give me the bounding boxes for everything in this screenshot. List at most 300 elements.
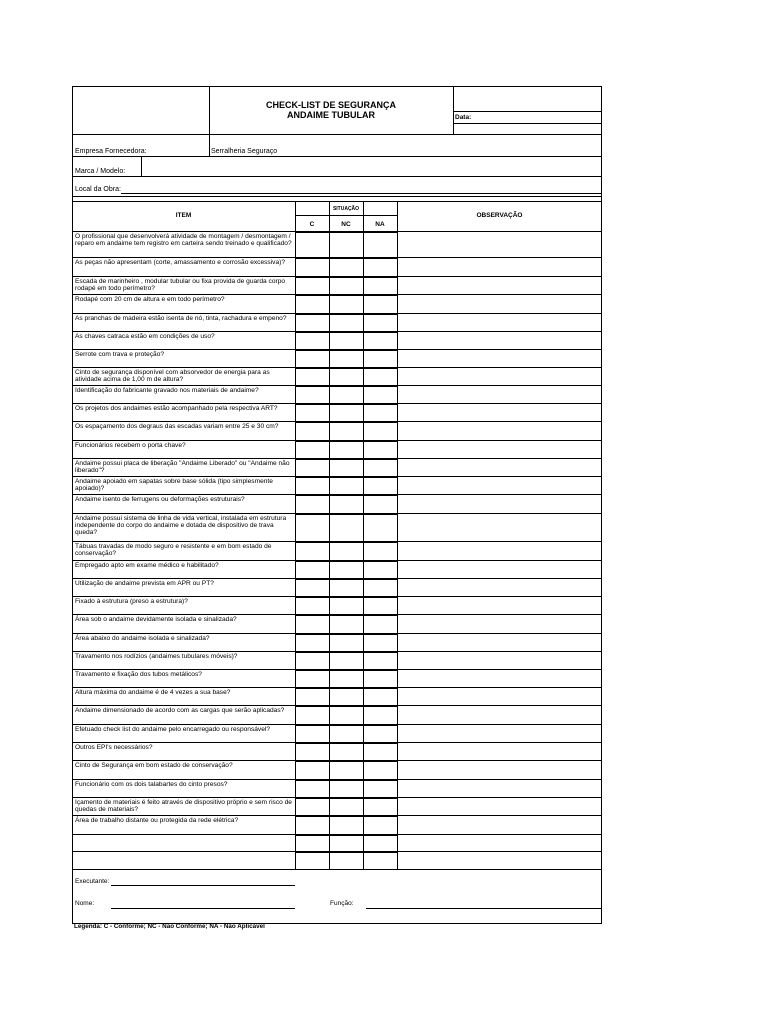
column-rule: [397, 614, 398, 633]
nc-cell[interactable]: [330, 798, 362, 814]
column-rule: [397, 331, 398, 349]
nc-cell[interactable]: [330, 725, 362, 741]
nc-cell[interactable]: [330, 652, 362, 668]
nc-cell[interactable]: [330, 743, 362, 759]
column-rule: [397, 760, 398, 779]
observacao-cell[interactable]: [398, 706, 601, 723]
checkbox-rule: [295, 597, 397, 598]
column-rule: [363, 651, 364, 669]
observacao-cell[interactable]: [398, 368, 601, 384]
observacao-cell[interactable]: [398, 852, 601, 868]
item-text: Os espaçamento dos degraus das escadas variam entre 25 e 30 cm?: [75, 423, 279, 430]
c-cell[interactable]: [296, 725, 328, 741]
column-rule: [329, 476, 330, 494]
na-cell[interactable]: [364, 542, 396, 559]
checkbox-rule: [295, 798, 397, 799]
nc-cell[interactable]: [330, 422, 362, 439]
item-text: As peças não apresentam (corte, amassamento e corrosão excessiva)?: [75, 259, 286, 266]
column-rule: [329, 578, 330, 596]
column-rule: [363, 385, 364, 403]
column-rule: [295, 834, 296, 851]
nc-cell[interactable]: [330, 277, 362, 293]
c-cell[interactable]: [296, 295, 328, 312]
column-rule: [329, 231, 330, 257]
item-text: Utilização de andaime prevista em APR ou PT?: [75, 580, 214, 587]
brand-row-top: [72, 156, 602, 157]
column-rule: [329, 633, 330, 651]
observacao-cell[interactable]: [398, 422, 601, 439]
observacao-cell[interactable]: [398, 652, 601, 668]
na-cell[interactable]: [364, 404, 396, 420]
column-rule: [329, 760, 330, 779]
column-rule: [397, 421, 398, 440]
item-text: Os projetos dos andaimes estão acompanhado pela respectiva ART?: [75, 405, 278, 412]
column-rule: [363, 687, 364, 705]
observacao-cell[interactable]: [398, 579, 601, 595]
checkbox-rule: [295, 542, 397, 543]
item-text: Área abaixo do andaime isolada e sinalizada?: [75, 635, 210, 642]
checkbox-rule: [295, 561, 397, 562]
observacao-cell[interactable]: [398, 835, 601, 850]
checkbox-rule: [295, 477, 397, 478]
c-cell[interactable]: [296, 561, 328, 577]
column-rule: [295, 742, 296, 760]
item-text: Andaime possui placa de liberação "Andaime Liberado" ou "Andaime não liberado"?: [75, 460, 290, 475]
observacao-cell[interactable]: [398, 232, 601, 256]
c-column-header: C: [309, 221, 315, 228]
site-row-top: [72, 176, 602, 177]
column-rule: [363, 779, 364, 797]
column-rule: [363, 760, 364, 779]
observacao-cell[interactable]: [398, 258, 601, 275]
nome-field[interactable]: [111, 908, 295, 909]
observacao-cell[interactable]: [398, 477, 601, 493]
brand-divider: [141, 156, 142, 176]
column-rule: [329, 331, 330, 349]
column-rule: [363, 349, 364, 367]
nc-cell[interactable]: [330, 386, 362, 402]
title-line-2: ANDAIME TUBULAR: [287, 110, 375, 120]
observacao-cell[interactable]: [398, 688, 601, 704]
na-cell[interactable]: [364, 835, 396, 850]
na-cell[interactable]: [364, 561, 396, 577]
na-cell[interactable]: [364, 816, 396, 833]
site-label: Local da Obra:: [75, 186, 121, 193]
item-text: Andaime possui sistema de linha de vida vertical, instalada em estrutura independente do corpo do andaime e dotada de dispositivo de trava queda?: [75, 515, 287, 537]
na-cell[interactable]: [364, 743, 396, 759]
column-rule: [329, 669, 330, 687]
column-rule: [397, 385, 398, 403]
column-rule: [295, 331, 296, 349]
brand-label: Marca / Modelo:: [75, 168, 126, 175]
column-rule: [329, 276, 330, 294]
c-cell[interactable]: [296, 422, 328, 439]
column-rule: [397, 494, 398, 513]
item-text: Tábuas travadas de modo seguro e resistente e em bom estado de conservação?: [75, 543, 272, 558]
column-rule: [329, 458, 330, 476]
c-cell[interactable]: [296, 368, 328, 384]
observacao-cell[interactable]: [398, 761, 601, 778]
item-text: Escada de marinheiro , modular tubular ou fixa provida de guarda corpo rodapé em todo perímetro?: [75, 278, 286, 293]
column-rule: [329, 851, 330, 869]
checkbox-rule: [295, 459, 397, 460]
nc-cell[interactable]: [330, 514, 362, 540]
nc-cell[interactable]: [330, 495, 362, 512]
observacao-cell[interactable]: [398, 743, 601, 759]
na-cell[interactable]: [364, 495, 396, 512]
na-cell[interactable]: [364, 780, 396, 796]
column-rule: [363, 705, 364, 724]
column-rule: [397, 742, 398, 760]
item-text: Área de trabalho distante ou protegida da rede elétrica?: [75, 817, 239, 824]
na-cell[interactable]: [364, 652, 396, 668]
row-rule: [72, 869, 602, 870]
column-rule: [329, 797, 330, 815]
observacao-cell[interactable]: [398, 295, 601, 312]
na-column-header: NA: [375, 221, 385, 228]
nome-label: Nome:: [75, 900, 95, 907]
column-rule: [363, 440, 364, 458]
item-text: As chaves catraca estão em condições de uso?: [75, 333, 215, 340]
site-field-line[interactable]: [121, 193, 601, 194]
column-rule: [295, 294, 296, 313]
na-cell[interactable]: [364, 615, 396, 632]
nc-cell[interactable]: [330, 258, 362, 275]
table-top-2: [72, 201, 602, 202]
na-cell[interactable]: [364, 422, 396, 439]
column-rule: [295, 476, 296, 494]
observacao-cell[interactable]: [398, 561, 601, 577]
c-cell[interactable]: [296, 314, 328, 330]
column-rule: [397, 367, 398, 385]
nc-cell[interactable]: [330, 615, 362, 632]
c-cell[interactable]: [296, 761, 328, 778]
observacao-cell[interactable]: [398, 386, 601, 402]
c-cell[interactable]: [296, 441, 328, 457]
c-cell[interactable]: [296, 634, 328, 650]
na-cell[interactable]: [364, 459, 396, 475]
column-rule: [329, 596, 330, 614]
checkbox-rule: [295, 706, 397, 707]
nc-cell[interactable]: [330, 780, 362, 796]
observacao-cell[interactable]: [398, 816, 601, 833]
observacao-cell[interactable]: [398, 314, 601, 330]
item-text: Cinto de segurança disponível com absorvedor de energia para as atividade acima de 1,00 m de altura?: [75, 369, 270, 384]
column-rule: [397, 651, 398, 669]
c-cell[interactable]: [296, 798, 328, 814]
c-cell[interactable]: [296, 816, 328, 833]
supplier-divider: [209, 134, 210, 156]
observacao-cell[interactable]: [398, 542, 601, 559]
column-rule: [397, 257, 398, 276]
c-cell[interactable]: [296, 670, 328, 686]
column-rule: [329, 742, 330, 760]
nc-cell[interactable]: [330, 314, 362, 330]
c-cell[interactable]: [296, 615, 328, 632]
checkbox-rule: [295, 670, 397, 671]
na-cell[interactable]: [364, 688, 396, 704]
column-rule: [329, 385, 330, 403]
checkbox-rule: [295, 688, 397, 689]
column-rule: [329, 560, 330, 578]
column-rule: [329, 257, 330, 276]
observacao-cell[interactable]: [398, 350, 601, 366]
column-rule: [295, 231, 296, 257]
legend: Legenda: C - Conforme; NC - Não Conforme; NA - Não Aplicável: [74, 923, 265, 930]
column-rule: [295, 276, 296, 294]
item-text: Serrote com trava e proteção?: [75, 351, 165, 358]
c-cell[interactable]: [296, 477, 328, 493]
na-cell[interactable]: [364, 670, 396, 686]
checkbox-rule: [295, 743, 397, 744]
observacao-cell[interactable]: [398, 404, 601, 420]
nc-cell[interactable]: [330, 332, 362, 348]
column-rule: [295, 651, 296, 669]
item-text: Altura máxima do andaime é de 4 vezes a sua base?: [75, 689, 231, 696]
column-rule: [295, 541, 296, 560]
column-rule: [295, 614, 296, 633]
c-cell[interactable]: [296, 332, 328, 348]
nc-cell[interactable]: [330, 404, 362, 420]
column-rule: [363, 476, 364, 494]
column-rule: [363, 257, 364, 276]
c-cell[interactable]: [296, 459, 328, 475]
nc-cell[interactable]: [330, 761, 362, 778]
observacao-cell[interactable]: [398, 780, 601, 796]
nc-cell[interactable]: [330, 441, 362, 457]
column-rule: [295, 779, 296, 797]
nc-cell[interactable]: [330, 542, 362, 559]
column-rule: [397, 349, 398, 367]
c-cell[interactable]: [296, 743, 328, 759]
nc-cell[interactable]: [330, 350, 362, 366]
nc-column-header: NC: [341, 221, 351, 228]
item-text: Travamento e fixação dos tubos metálicos?: [75, 671, 202, 678]
column-rule: [329, 513, 330, 541]
na-cell[interactable]: [364, 634, 396, 650]
column-rule: [363, 669, 364, 687]
c-cell[interactable]: [296, 542, 328, 559]
observacao-cell[interactable]: [398, 277, 601, 293]
na-cell[interactable]: [364, 232, 396, 256]
observacao-cell[interactable]: [398, 514, 601, 540]
checkbox-rule: [295, 258, 397, 259]
column-rule: [295, 367, 296, 385]
item-text: Fixado à estrutura (preso a estrutura)?: [75, 598, 188, 605]
na-cell[interactable]: [364, 725, 396, 741]
column-rule: [329, 651, 330, 669]
item-text: Andaime isento de ferrugens ou deformações estruturais?: [75, 496, 245, 503]
nc-cell[interactable]: [330, 835, 362, 850]
observacao-cell[interactable]: [398, 441, 601, 457]
column-rule: [397, 779, 398, 797]
c-cell[interactable]: [296, 258, 328, 275]
observacao-cell[interactable]: [398, 725, 601, 741]
item-text: Funcionários recebem o porta chave?: [75, 442, 186, 449]
na-cell[interactable]: [364, 314, 396, 330]
column-rule: [295, 513, 296, 541]
item-text: Efetuado check list do andaime pelo encarregado ou responsável?: [75, 726, 271, 733]
observacao-cell[interactable]: [398, 798, 601, 814]
c-cell[interactable]: [296, 277, 328, 293]
c-cell[interactable]: [296, 706, 328, 723]
column-rule: [397, 633, 398, 651]
date-row-bottom: [453, 123, 602, 124]
checkbox-rule: [295, 634, 397, 635]
checkbox-rule: [295, 277, 397, 278]
nc-cell[interactable]: [330, 670, 362, 686]
item-text: Outros EPI's necessários?: [75, 744, 153, 751]
situacao-inner-rule: [363, 201, 364, 231]
column-rule: [329, 494, 330, 513]
c-cell[interactable]: [296, 514, 328, 540]
column-rule: [397, 669, 398, 687]
column-rule: [397, 513, 398, 541]
observacao-cell[interactable]: [398, 615, 601, 632]
nc-cell[interactable]: [330, 688, 362, 704]
executante-field[interactable]: [111, 885, 295, 886]
item-column-header: ITEM: [175, 212, 192, 219]
na-cell[interactable]: [364, 852, 396, 868]
c-cell[interactable]: [296, 597, 328, 613]
checkbox-rule: [295, 761, 397, 762]
nc-cell[interactable]: [330, 295, 362, 312]
c-cell[interactable]: [296, 232, 328, 256]
supplier-label: Empresa Fornecedora:: [75, 148, 147, 155]
na-cell[interactable]: [364, 258, 396, 275]
column-rule: [363, 513, 364, 541]
column-rule: [329, 834, 330, 851]
observacao-cell[interactable]: [398, 634, 601, 650]
situacao-inner-rule: [329, 201, 330, 231]
column-rule: [363, 724, 364, 742]
na-cell[interactable]: [364, 514, 396, 540]
column-rule: [295, 687, 296, 705]
item-text: Funcionário com os dois talabartes do cinto presos?: [75, 781, 228, 788]
na-cell[interactable]: [364, 597, 396, 613]
column-rule: [397, 560, 398, 578]
column-rule: [363, 367, 364, 385]
column-rule: [295, 421, 296, 440]
na-cell[interactable]: [364, 441, 396, 457]
c-cell[interactable]: [296, 835, 328, 850]
nc-cell[interactable]: [330, 561, 362, 577]
column-rule: [363, 458, 364, 476]
c-cell[interactable]: [296, 386, 328, 402]
supplier-value: Serralheria Seguraço: [211, 148, 278, 155]
column-rule: [397, 458, 398, 476]
nc-cell[interactable]: [330, 579, 362, 595]
c-cell[interactable]: [296, 852, 328, 868]
column-rule: [329, 403, 330, 421]
column-rule: [295, 797, 296, 815]
na-cell[interactable]: [364, 295, 396, 312]
c-cell[interactable]: [296, 652, 328, 668]
na-cell[interactable]: [364, 477, 396, 493]
column-rule: [363, 742, 364, 760]
na-cell[interactable]: [364, 368, 396, 384]
column-rule: [329, 294, 330, 313]
info-top: [72, 134, 602, 135]
column-rule: [363, 403, 364, 421]
na-cell[interactable]: [364, 277, 396, 293]
nc-cell[interactable]: [330, 232, 362, 256]
column-rule: [295, 257, 296, 276]
checkbox-rule: [295, 404, 397, 405]
checkbox-rule: [295, 295, 397, 296]
nc-cell[interactable]: [330, 706, 362, 723]
observacao-cell[interactable]: [398, 459, 601, 475]
na-cell[interactable]: [364, 761, 396, 778]
column-rule: [295, 440, 296, 458]
c-cell[interactable]: [296, 404, 328, 420]
situacao-column-header: SITUAÇÃO: [332, 206, 360, 212]
nc-cell[interactable]: [330, 459, 362, 475]
column-rule: [363, 851, 364, 869]
observacao-cell[interactable]: [398, 597, 601, 613]
nc-cell[interactable]: [330, 634, 362, 650]
na-cell[interactable]: [364, 798, 396, 814]
item-text: Andaime apoiado em sapatas sobre base sólida (tipo simplesmente apoiado)?: [75, 478, 273, 493]
column-rule: [329, 705, 330, 724]
observacao-cell[interactable]: [398, 670, 601, 686]
c-cell[interactable]: [296, 579, 328, 595]
column-rule: [329, 421, 330, 440]
column-rule: [363, 276, 364, 294]
nc-cell[interactable]: [330, 477, 362, 493]
funcao-field[interactable]: [366, 908, 602, 909]
column-rule: [295, 596, 296, 614]
checkbox-rule: [295, 441, 397, 442]
column-rule: [363, 331, 364, 349]
column-rule: [363, 294, 364, 313]
column-rule: [397, 815, 398, 834]
c-cell[interactable]: [296, 780, 328, 796]
na-cell[interactable]: [364, 386, 396, 402]
column-rule: [295, 349, 296, 367]
situacao-left-rule: [295, 201, 296, 231]
column-rule: [397, 724, 398, 742]
c-cell[interactable]: [296, 688, 328, 704]
column-rule: [329, 614, 330, 633]
c-cell[interactable]: [296, 495, 328, 512]
na-cell[interactable]: [364, 579, 396, 595]
na-cell[interactable]: [364, 332, 396, 348]
column-rule: [363, 797, 364, 815]
column-rule: [329, 541, 330, 560]
observacao-cell[interactable]: [398, 495, 601, 512]
column-rule: [363, 815, 364, 834]
observacao-column-header: OBSERVAÇÃO: [476, 212, 523, 219]
executante-label: Executante:: [75, 878, 110, 885]
observacao-cell[interactable]: [398, 332, 601, 348]
na-cell[interactable]: [364, 706, 396, 723]
nc-cell[interactable]: [330, 368, 362, 384]
column-rule: [363, 834, 364, 851]
checkbox-rule: [295, 816, 397, 817]
nc-cell[interactable]: [330, 816, 362, 833]
column-rule: [397, 276, 398, 294]
checkbox-rule: [295, 386, 397, 387]
c-cell[interactable]: [296, 350, 328, 366]
checkbox-rule: [295, 579, 397, 580]
column-rule: [295, 633, 296, 651]
na-cell[interactable]: [364, 350, 396, 366]
nc-cell[interactable]: [330, 597, 362, 613]
column-rule: [397, 403, 398, 421]
column-rule: [363, 633, 364, 651]
nc-cell[interactable]: [330, 852, 362, 868]
